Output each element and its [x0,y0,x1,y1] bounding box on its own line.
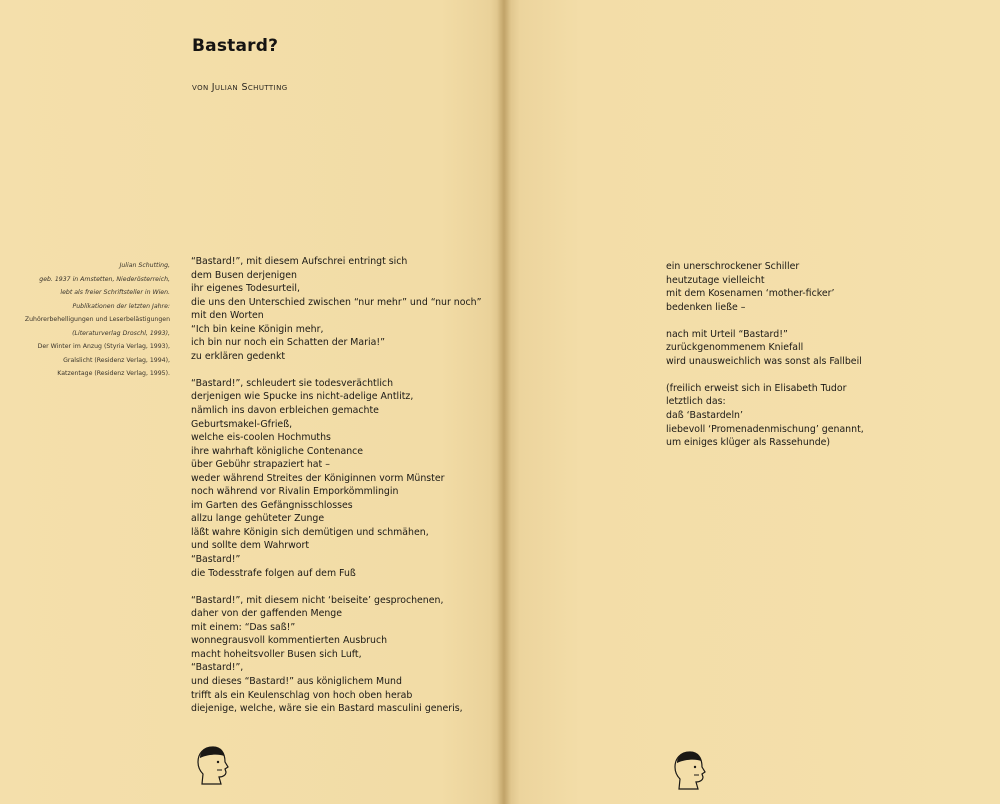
poem-line: weder während Streites der Königinnen vorm Münster [191,472,445,484]
poem-line: mit dem Kosenamen ‘mother-ficker’ [666,288,835,300]
poem-stanza [191,255,481,363]
poem-line: wonnegrausvoll kommentierten Ausbruch [191,635,388,647]
byline-prefix: von [192,82,209,93]
poem-line: dem Busen derjenigen [191,269,297,281]
poem-line: allzu lange gehüteter Zunge [191,513,325,525]
poem-left-page [191,255,481,729]
bio-line: geb. 1937 in Amstetten, Niederösterreich, [39,275,170,283]
bio-line: Gralslicht (Residenz Verlag, 1994), [63,356,170,364]
bio-line: Zuhörerbehelligungen und Leserbelästigungen [24,316,170,323]
author-bio [0,259,170,381]
poem-right-page [666,260,864,463]
profile-head-logo-icon [191,744,231,788]
poem-line: trifft als ein Keulenschlag von hoch oben herab [191,689,413,701]
poem-stanza [666,382,864,450]
poem-line: ich bin nur noch ein Schatten der Maria!” [191,337,385,349]
poem-stanza [191,594,481,716]
poem-line: um einiges klüger als Rassehunde) [666,437,831,449]
poem-line: heutzutage vielleicht [666,274,765,286]
bio-line: Julian Schutting, [119,262,170,269]
poem-line: “Ich bin keine Königin mehr, [191,323,324,335]
poem-line: diejenige, welche, wäre sie ein Bastard masculini generis, [191,703,463,715]
poem-line: nach mit Urteil “Bastard!” [666,328,788,340]
byline-author: Julian Schutting [211,82,288,93]
poem-line: ihr eigenes Todesurteil, [191,283,300,295]
bio-line: (Literaturverlag Droschl, 1993), [72,329,170,337]
poem-line: mit einem: “Das saß!” [191,621,296,633]
poem-line: und dieses “Bastard!” aus königlichem Mund [191,675,402,687]
poem-line: “Bastard!”, [191,662,244,674]
poem-line: ein unerschrockener Schiller [666,261,800,272]
poem-line: läßt wahre Königin sich demütigen und schmähen, [191,526,429,538]
poem-line: die Todesstrafe folgen auf dem Fuß [191,567,356,579]
poem-line: wird unausweichlich was sonst als Fallbeil [666,355,862,367]
poem-line: derjenigen wie Spucke ins nicht-adelige Antlitz, [191,391,414,403]
poem-stanza [666,260,864,314]
poem-line: mit den Worten [191,310,264,322]
poem-line: liebevoll ‘Promenadenmischung’ genannt, [666,423,864,435]
poem-line: bedenken ließe – [666,301,746,313]
poem-line: daß ‘Bastardeln’ [666,410,743,422]
poem-line: Geburtsmakel-Gfrieß, [191,418,293,430]
profile-head-logo-icon [668,749,708,793]
poem-line: über Gebühr strapaziert hat – [191,459,330,471]
poem-line: die uns den Unterschied zwischen “nur mehr” und “nur noch” [191,296,482,308]
poem-line: letztlich das: [666,396,726,408]
poem-line: welche eis-coolen Hochmuths [191,432,331,444]
poem-line: ihre wahrhaft königliche Contenance [191,445,364,457]
poem-line: zu erklären gedenkt [191,350,286,362]
poem-line: “Bastard!”, schleudert sie todesverächtlich [191,377,394,389]
poem-line: und sollte dem Wahrwort [191,540,310,552]
bio-line: Der Winter im Anzug (Styria Verlag, 1993), [37,343,170,350]
poem-stanza [666,328,864,369]
book-gutter [497,0,511,804]
byline [192,82,288,93]
bio-line: lebt als freier Schriftsteller in Wien. [60,289,170,296]
poem-line: zurückgenommenem Kniefall [666,342,804,354]
poem-line: nämlich ins davon erbleichen gemachte [191,405,379,417]
poem-line: “Bastard!”, mit diesem nicht ‘beiseite’ gesprochenen, [191,594,444,606]
bio-line: Publikationen der letzten Jahre: [72,302,170,310]
page-title: Bastard? [192,36,279,56]
bio-line: Katzentage (Residenz Verlag, 1995). [57,370,170,377]
poem-line: (freilich erweist sich in Elisabeth Tudor [666,382,847,394]
poem-line: daher von der gaffenden Menge [191,608,343,620]
poem-stanza [191,377,481,580]
poem-line: “Bastard!” [191,554,241,566]
poem-line: “Bastard!”, mit diesem Aufschrei entringt sich [191,256,408,267]
poem-line: im Garten des Gefängnisschlosses [191,499,353,511]
poem-line: macht hoheitsvoller Busen sich Luft, [191,648,362,660]
poem-line: noch während vor Rivalin Emporkömmlingin [191,486,399,498]
